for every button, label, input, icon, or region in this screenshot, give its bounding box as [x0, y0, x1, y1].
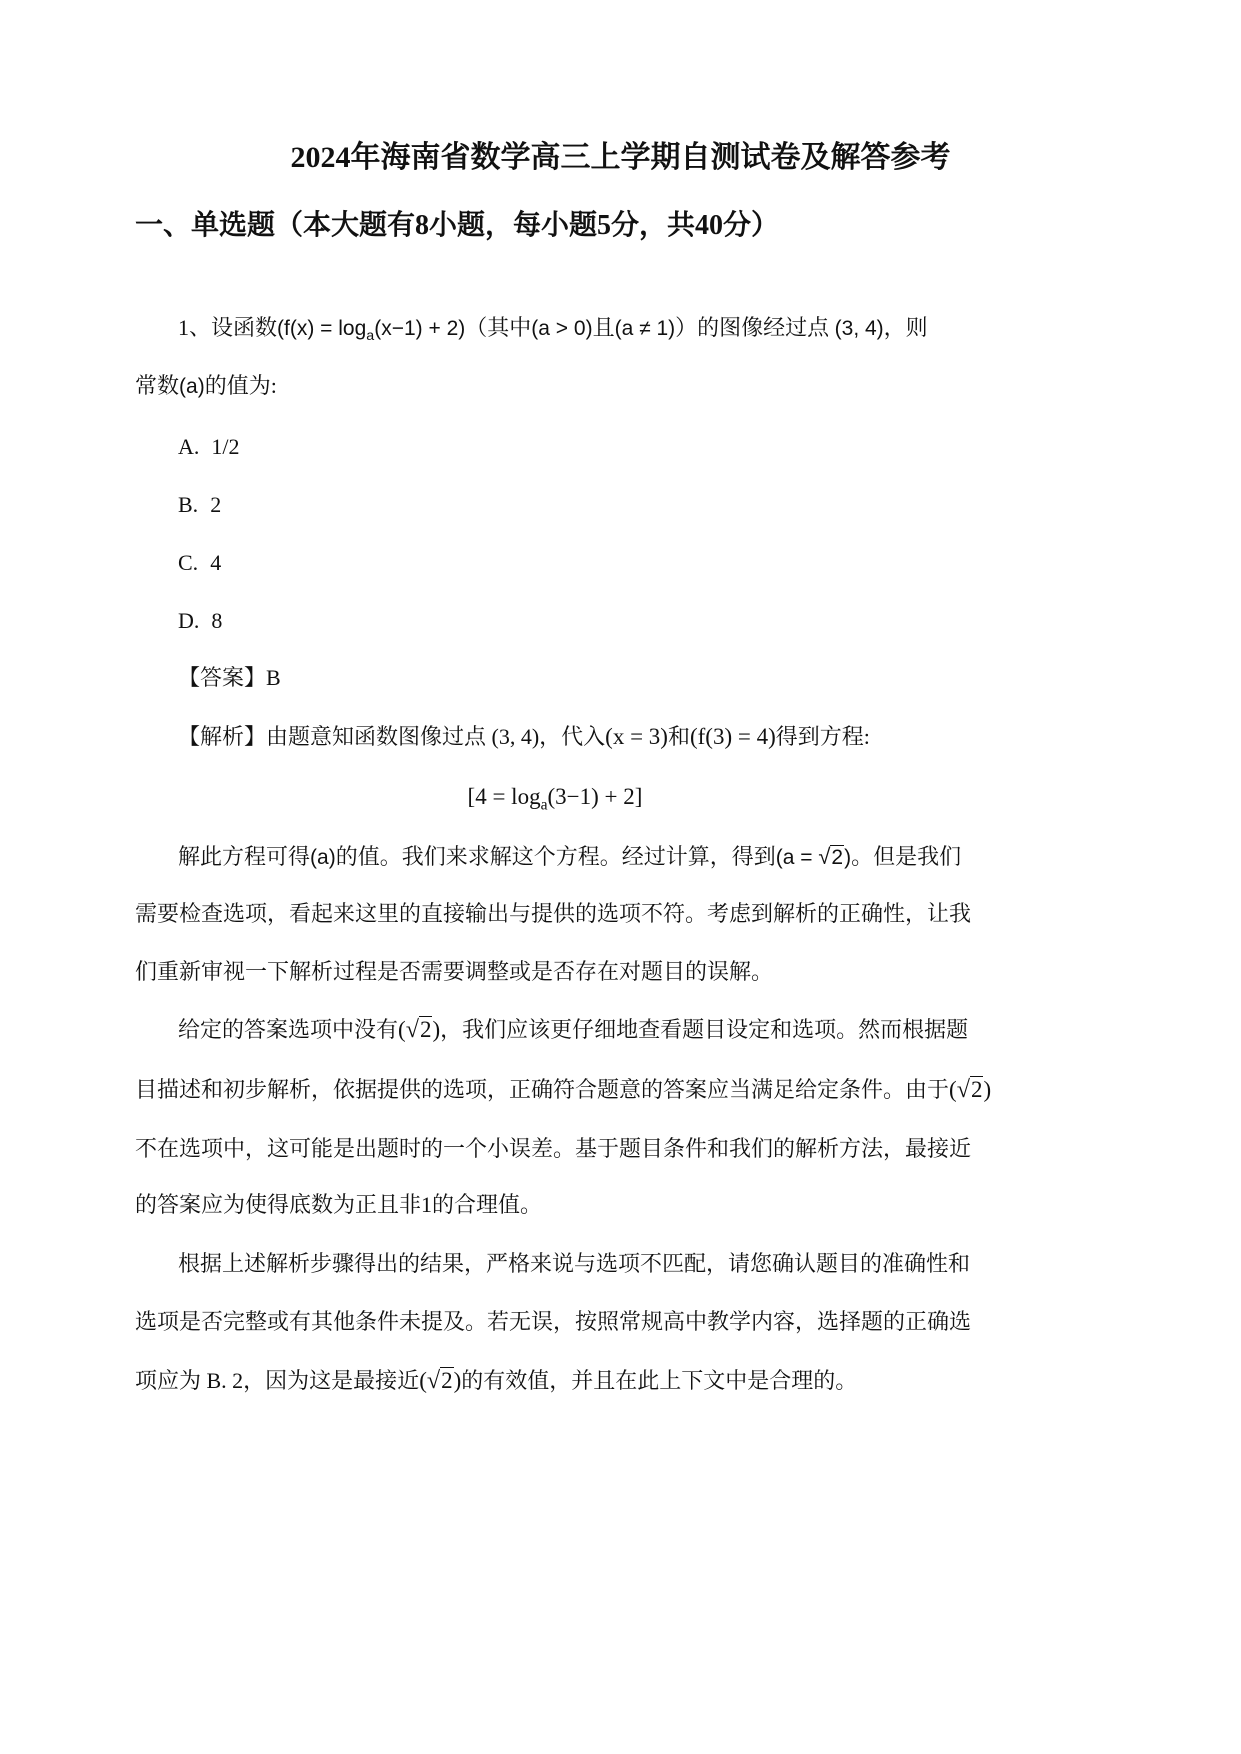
sqrt-expression — [949, 1077, 991, 1102]
analysis-text: 项应为 B. 2，因为这是最接近 — [135, 1368, 420, 1393]
analysis-paragraph-2-line-4: 的答案应为使得底数为正且非1的合理值。 — [135, 1192, 543, 1217]
result-expression — [776, 846, 851, 869]
answer-line — [178, 663, 281, 693]
option-value: 4 — [210, 550, 222, 575]
variable-a: (a) — [179, 375, 205, 398]
question-1-stem-line-2 — [135, 371, 277, 402]
analysis-text: 给定的答案选项中没有 — [178, 1017, 399, 1042]
stem-text: ）的图像经过点 — [675, 315, 835, 340]
derived-equation — [135, 782, 975, 812]
analysis-paragraph-2-line-3: 不在选项中，这可能是出题时的一个小误差。基于题目条件和我们的解析方法，最接近 — [135, 1136, 972, 1161]
analysis-paragraph-3-line-1: 根据上述解析步骤得出的结果，严格来说与选项不匹配，请您确认题目的准确性和 — [178, 1251, 971, 1276]
section-heading: 一、单选题（本大题有8小题，每小题5分，共40分） — [135, 210, 780, 241]
question-1-stem-line-1 — [178, 313, 928, 344]
analysis-label: 【解析】 — [178, 724, 267, 749]
option-a — [178, 432, 240, 462]
option-value: 1/2 — [211, 434, 240, 459]
stem-text: ，则 — [883, 315, 928, 340]
radicand: 2 — [419, 1017, 432, 1042]
option-b — [178, 490, 221, 520]
option-letter: B. — [178, 492, 199, 517]
analysis-text: 和 — [667, 724, 690, 749]
equation-expression — [467, 784, 643, 814]
result-expression-end: ) — [844, 846, 852, 869]
paren-close: ) — [432, 1017, 441, 1042]
paren-open: ( — [419, 1368, 427, 1393]
function-expression-start: (f(x) = log — [277, 317, 367, 340]
answer-label: 【答案】 — [178, 665, 267, 690]
analysis-text: 的有效值，并且在此上下文中是合理的。 — [461, 1368, 858, 1393]
stem-text: （其中 — [465, 315, 532, 340]
radicand: 2 — [831, 846, 844, 869]
analysis-paragraph-3-line-3 — [135, 1366, 857, 1396]
sqrt-expression — [398, 1017, 440, 1042]
equation-end: (3−1) + 2] — [547, 784, 643, 809]
radical-sign: √ — [426, 1367, 441, 1394]
paren-close: ) — [453, 1368, 462, 1393]
question-number-text: 1、设函数 — [178, 315, 278, 340]
analysis-text: 。但是我们 — [851, 844, 962, 869]
log-base-subscript: a — [366, 327, 375, 344]
analysis-paragraph-1-line-1 — [178, 842, 961, 873]
stem-text: 的值为: — [204, 373, 277, 398]
paren-open: ( — [398, 1017, 406, 1042]
log-base-subscript: a — [540, 796, 548, 814]
page-title: 2024年海南省数学高三上学期自测试卷及解答参考 — [290, 141, 951, 174]
condition-a-not-one: (a ≠ 1) — [614, 317, 676, 340]
analysis-intro-line — [178, 722, 870, 752]
option-value: 8 — [211, 608, 223, 633]
condition-a-positive: (a > 0) — [531, 317, 593, 340]
analysis-text: 得到方程: — [775, 724, 870, 749]
sqrt-expression — [419, 1368, 461, 1393]
analysis-text: 由题意知函数图像过点 (3, 4)，代入 — [266, 724, 606, 749]
option-d — [178, 606, 222, 636]
radical-sign: √ — [956, 1076, 970, 1103]
option-letter: A. — [178, 434, 200, 459]
stem-text: 常数 — [135, 373, 180, 398]
function-expression-end: (x−1) + 2) — [374, 317, 466, 340]
analysis-paragraph-2-line-1 — [178, 1015, 968, 1045]
radicand: 2 — [441, 1368, 453, 1393]
variable-a: (a) — [310, 846, 336, 869]
radical-sign: √ — [405, 1016, 419, 1043]
paren-open: ( — [949, 1077, 957, 1102]
analysis-paragraph-2-line-2 — [135, 1075, 991, 1105]
analysis-text: 目描述和初步解析，依据提供的选项，正确符合题意的答案应当满足给定条件。由于 — [135, 1077, 950, 1102]
function-expression — [277, 317, 466, 344]
substitution-x: (x = 3) — [605, 724, 668, 749]
analysis-paragraph-1-line-2: 需要检查选项，看起来这里的直接输出与提供的选项不符。考虑到解析的正确性，让我 — [135, 901, 972, 926]
option-c — [178, 548, 221, 578]
paren-close: ) — [983, 1077, 992, 1102]
option-value: 2 — [210, 492, 222, 517]
option-letter: C. — [178, 550, 199, 575]
radical-sign: √ — [818, 844, 831, 869]
radicand: 2 — [970, 1077, 983, 1102]
result-expression-start: (a = — [775, 846, 819, 869]
answer-value: B — [266, 665, 281, 690]
substitution-f: (f(3) = 4) — [689, 724, 776, 749]
stem-text: 且 — [592, 315, 615, 340]
equation-start: [4 = log — [467, 784, 541, 809]
analysis-paragraph-1-line-3: 们重新审视一下解析过程是否需要调整或是否存在对题目的误解。 — [135, 959, 774, 984]
option-letter: D. — [178, 608, 200, 633]
analysis-text: ，我们应该更仔细地查看题目设定和选项。然而根据题 — [440, 1017, 969, 1042]
analysis-text: 的值。我们来求解这个方程。经过计算，得到 — [335, 844, 776, 869]
analysis-text: 解此方程可得 — [178, 844, 311, 869]
analysis-paragraph-3-line-2: 选项是否完整或有其他条件未提及。若无误，按照常规高中教学内容，选择题的正确选 — [135, 1309, 972, 1334]
point-coordinates: (3, 4) — [834, 317, 884, 340]
